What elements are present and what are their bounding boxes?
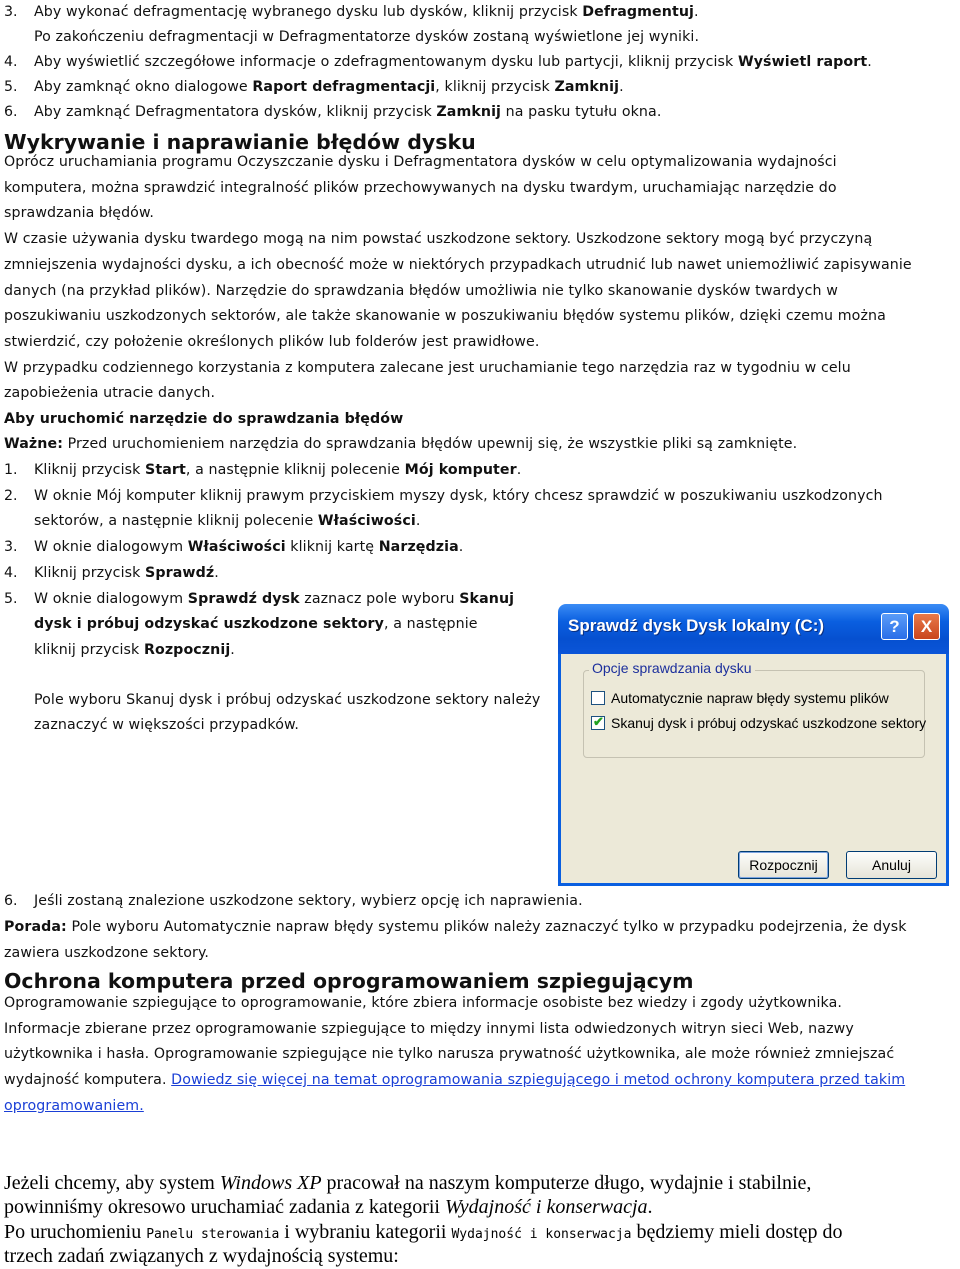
subheading: Aby uruchomić narzędzie do sprawdzania błędów (4, 411, 404, 427)
list-item: W oknie Mój komputer kliknij prawym przyciskiem myszy dysk, który chcesz sprawdzić w poszukiwaniu uszkodzonych (34, 488, 883, 504)
serif-paragraph-line: trzech zadań związanych z wydajnością systemu: (4, 1245, 399, 1267)
list-item: Kliknij przycisk Start, a następnie kliknij polecenie Mój komputer. (34, 462, 522, 478)
serif-paragraph-line: Po uruchomieniu Panelu sterowania i wybraniu kategorii Wydajność i konserwacja będziemy mieli dostęp do (4, 1221, 843, 1243)
list-item: Jeśli zostaną znalezione uszkodzone sektory, wybierz opcję ich naprawienia. (34, 893, 583, 909)
paragraph-line: W czasie używania dysku twardego mogą na nim powstać uszkodzone sektory. Uszkodzone sektory mogą być przyczyną (4, 231, 873, 247)
dialog-title: Sprawdź dysk Dysk lokalny (C:) (568, 616, 825, 635)
list-item: Kliknij przycisk Sprawdź. (34, 565, 219, 581)
paragraph-line: Oprogramowanie szpiegujące to oprogramowanie, które zbiera informacje osobiste bez wiedzy i zgody użytkownika. (4, 995, 842, 1011)
scan-recover-checkbox[interactable] (591, 716, 605, 730)
list-item: Aby wyświetlić szczegółowe informacje o zdefragmentowanym dysku lub partycji, kliknij przycisk Wyświetl raport. (34, 54, 872, 70)
paragraph-line: stwierdzić, czy położenie określonych plików lub folderów jest prawidłowe. (4, 334, 540, 350)
paragraph-line: poszukiwaniu uszkodzonych sektorów, ale także skanowanie w poszukiwaniu błędów systemu plików, dzięki czemu można (4, 308, 886, 324)
serif-paragraph-line: Jeżeli chcemy, aby system Windows XP pracował na naszym komputerze długo, wydajnie i stabilnie, (4, 1172, 812, 1194)
check-disk-dialog (558, 604, 949, 886)
tip-line: Porada: Pole wyboru Automatycznie napraw błędy systemu plików należy zaznaczyć tylko w przypadku podejrzenia, że dysk (4, 919, 907, 935)
serif-paragraph-line: powinniśmy okresowo uruchamiać zadania z kategorii Wydajność i konserwacja. (4, 1196, 653, 1218)
list-item: Aby wykonać defragmentację wybranego dysku lub dysków, kliknij przycisk Defragmentuj. (34, 4, 699, 20)
paragraph-line: użytkownika i hasła. Oprogramowanie szpiegujące nie tylko narusza prywatność użytkownika, ale może również zmniejszać (4, 1046, 895, 1062)
list-item: Aby zamknąć Defragmentatora dysków, kliknij przycisk Zamknij na pasku tytułu okna. (34, 104, 662, 120)
checkmark-icon: ✔ (593, 714, 604, 729)
step-number: 3. (4, 4, 18, 20)
scan-recover-label: Skanuj dysk i próbuj odzyskać uszkodzone sektory (611, 715, 927, 731)
dialog-titlebar (558, 604, 949, 654)
auto-fix-label: Automatycznie napraw błędy systemu plików (611, 690, 889, 706)
paragraph-line: zmniejszenia wydajności dysku, a ich obecność może w niektórych przypadkach utrudnić lub nawet uniemożliwić zapisywanie (4, 257, 912, 273)
list-item: W oknie dialogowym Właściwości kliknij kartę Narzędzia. (34, 539, 464, 555)
paragraph-line: zapobieżenia utracie danych. (4, 385, 216, 401)
list-item-continued: kliknij przycisk Rozpocznij. (34, 642, 235, 658)
auto-fix-checkbox[interactable] (591, 691, 605, 705)
list-item: Aby zamknąć okno dialogowe Raport defragmentacji, kliknij przycisk Zamknij. (34, 79, 624, 95)
step-number: 6. (4, 893, 18, 909)
list-item-continued: dysk i próbuj odzyskać uszkodzone sektory, a następnie (34, 616, 478, 632)
paragraph-line: danych (na przykład plików). Narzędzie do sprawdzania błędów umożliwia nie tylko skanowanie dysków twardych w (4, 283, 838, 299)
dialog-body (558, 654, 949, 886)
spyware-info-link[interactable]: Dowiedz się więcej na temat oprogramowania szpiegującego i metod ochrony komputera przed takim (171, 1072, 906, 1088)
section-heading-spyware: Ochrona komputera przed oprogramowaniem szpiegującym (4, 969, 694, 993)
list-item: W oknie dialogowym Sprawdź dysk zaznacz pole wyboru Skanuj (34, 591, 515, 607)
section-heading-error-checking: Wykrywanie i naprawianie błędów dysku (4, 130, 476, 154)
note-line: Pole wyboru Skanuj dysk i próbuj odzyskać uszkodzone sektory należy (34, 692, 541, 708)
step-number: 5. (4, 79, 18, 95)
paragraph-line: komputera, można sprawdzić integralność plików przechowywanych na dysku twardym, uruchamiając narzędzie do (4, 180, 837, 196)
tip-line: zawiera uszkodzone sektory. (4, 945, 210, 961)
options-group-label: Opcje sprawdzania dysku (589, 660, 755, 676)
paragraph-line: Informacje zbierane przez oprogramowanie szpiegujące to między innymi lista odwiedzonych witryn sieci Web, nazwy (4, 1021, 854, 1037)
step-number: 1. (4, 462, 18, 478)
paragraph-line: Oprócz uruchamiania programu Oczyszczanie dysku i Defragmentatora dysków w celu optymalizowania wydajności (4, 154, 837, 170)
paragraph-line: sprawdzania błędów. (4, 205, 154, 221)
step-number: 6. (4, 104, 18, 120)
close-icon[interactable]: X (913, 613, 940, 640)
start-button[interactable]: Rozpocznij (738, 851, 829, 879)
step-number: 2. (4, 488, 18, 504)
step-number: 4. (4, 54, 18, 70)
cancel-button[interactable]: Anuluj (846, 851, 937, 879)
spyware-info-link-continued[interactable]: oprogramowaniem. (4, 1098, 144, 1114)
help-icon[interactable]: ? (881, 613, 908, 640)
paragraph-line (4, 1098, 144, 1114)
options-group (583, 670, 925, 758)
paragraph-line: wydajność komputera. Dowiedz się więcej na temat oprogramowania szpiegującego i metod ochrony komputera przed takim (4, 1072, 906, 1088)
important-note: Ważne: Przed uruchomieniem narzędzia do sprawdzania błędów upewnij się, że wszystkie pliki są zamknięte. (4, 436, 798, 452)
step-number: 3. (4, 539, 18, 555)
list-item-continued: sektorów, a następnie kliknij polecenie Właściwości. (34, 513, 421, 529)
step-number: 4. (4, 565, 18, 581)
step-number: 5. (4, 591, 18, 607)
note-line: zaznaczyć w większości przypadków. (34, 717, 299, 733)
list-item: Po zakończeniu defragmentacji w Defragmentatorze dysków zostaną wyświetlone jej wyniki. (34, 29, 700, 45)
paragraph-line: W przypadku codziennego korzystania z komputera zalecane jest uruchamianie tego narzędzia raz w tygodniu w celu (4, 360, 851, 376)
